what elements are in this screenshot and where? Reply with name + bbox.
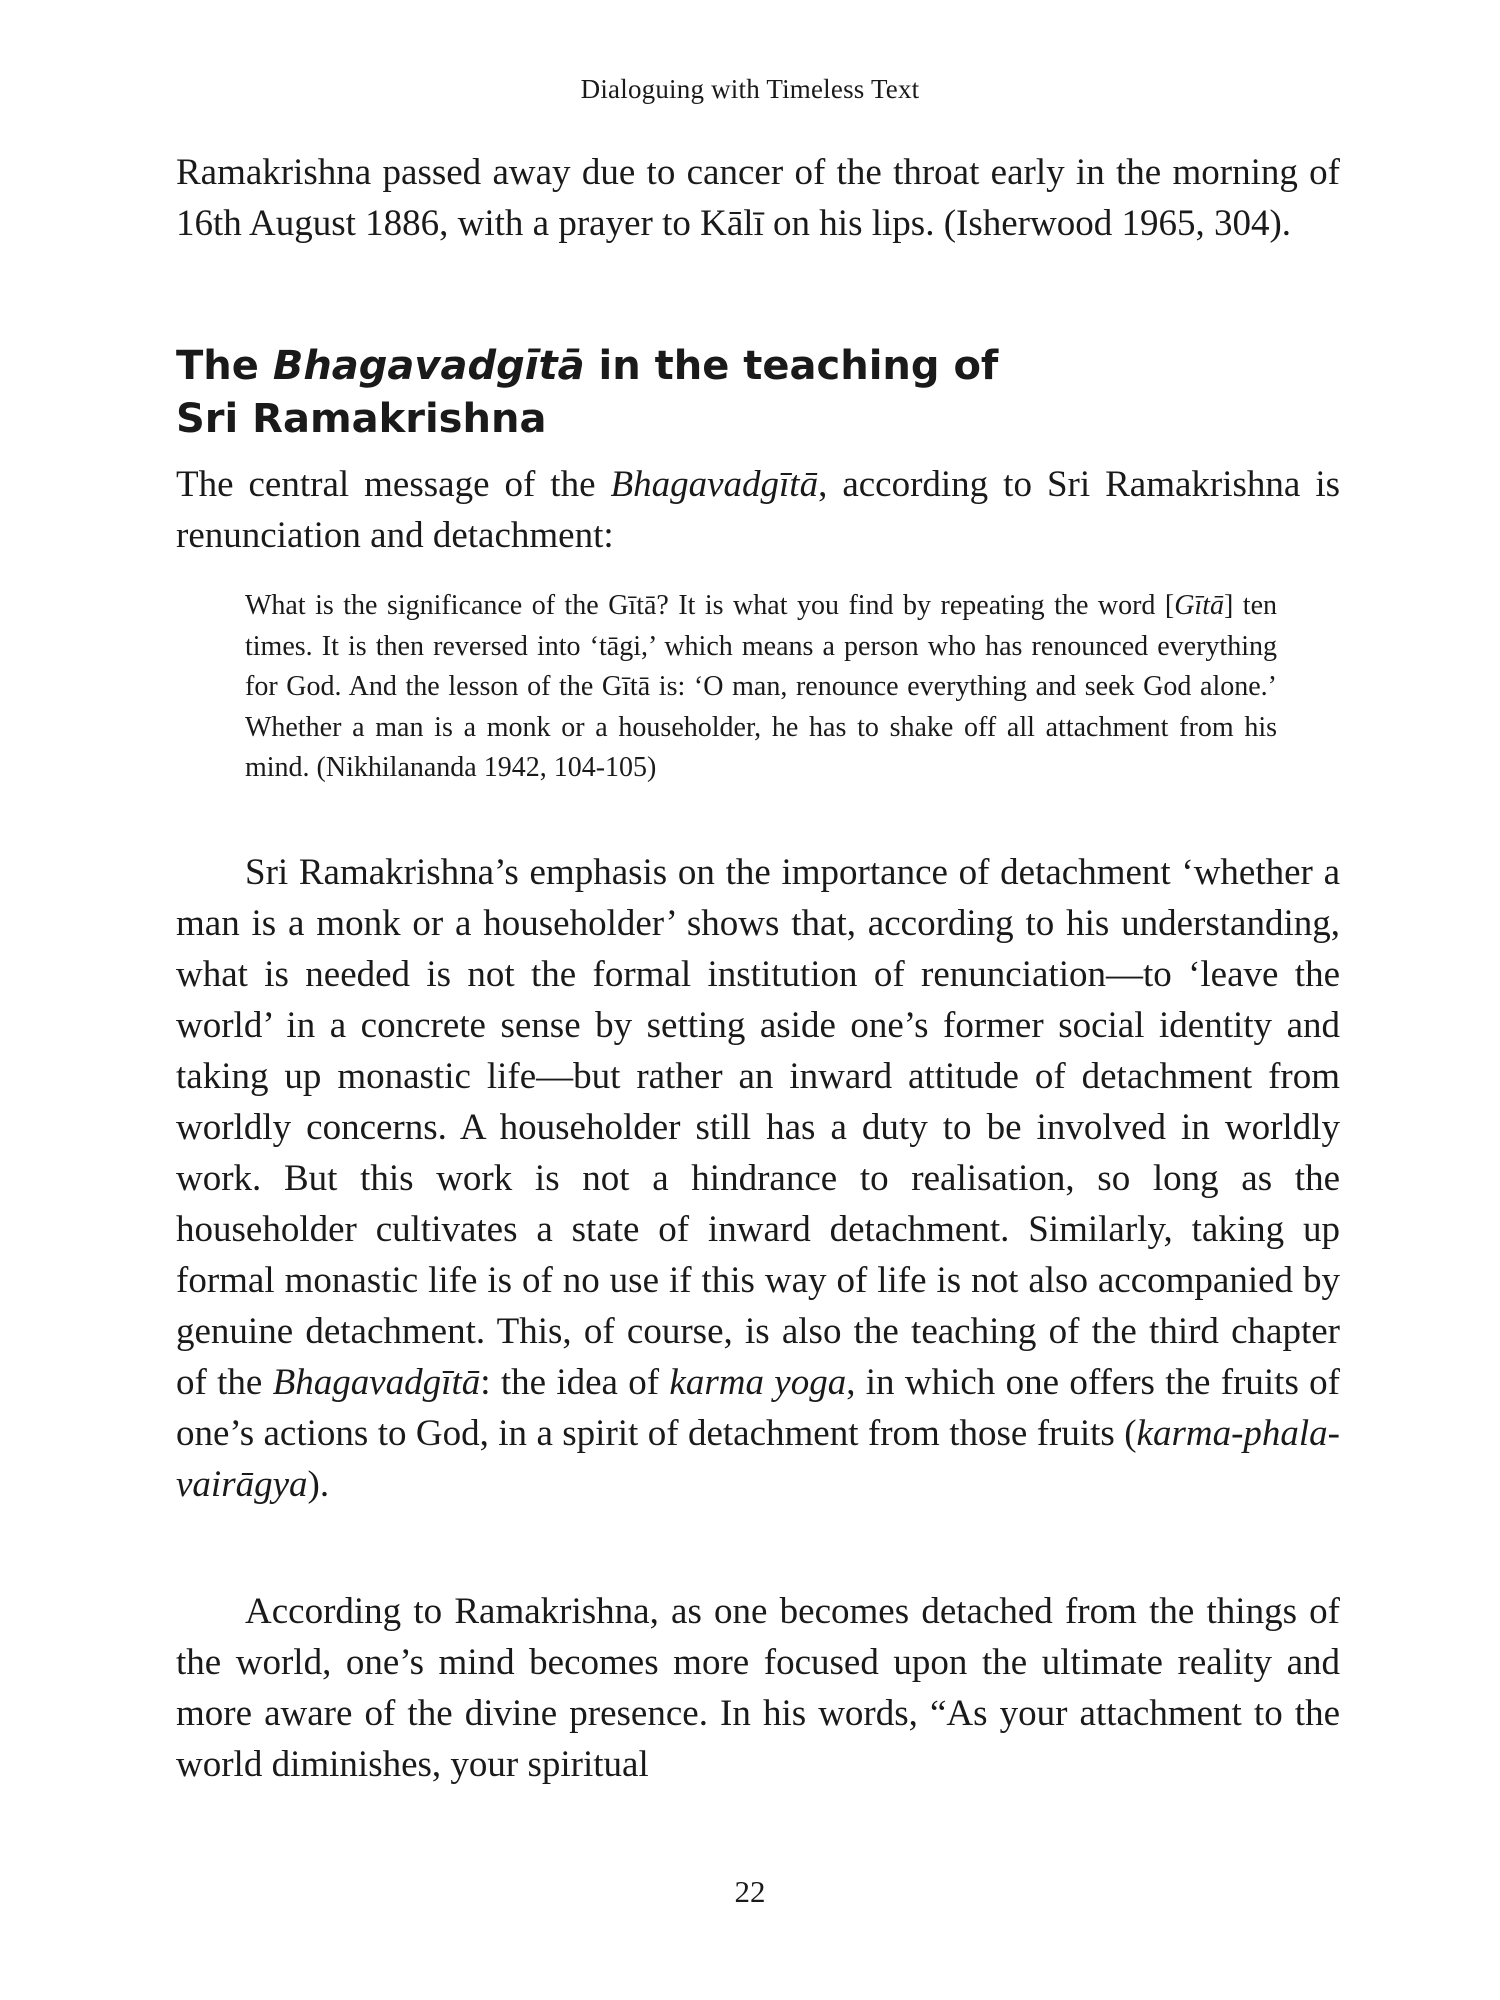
paragraph-2-b: , according to Sri Ramakrishna is renunciation and detachment: xyxy=(176,464,1340,556)
quote-italic: Gītā xyxy=(1174,590,1224,621)
paragraph-2 xyxy=(176,459,1340,561)
heading-part-1: The xyxy=(176,343,273,389)
heading-line-2: Sri Ramakrishna xyxy=(176,396,547,442)
paragraph-3 xyxy=(176,847,1340,1510)
paragraph-2-italic: Bhagavadgītā xyxy=(610,464,819,505)
paragraph-3-italic-2: karma yoga xyxy=(669,1362,847,1403)
section-heading xyxy=(176,340,1340,446)
block-quote xyxy=(245,586,1277,789)
paragraph-1: Ramakrishna passed away due to cancer of the throat early in the morning of 16th August 1886, with a prayer to Kālī on his lips. (Isherwood 1965, 304). xyxy=(176,152,1340,244)
page-number: 22 xyxy=(734,1874,766,1909)
paragraph-3-a: Sri Ramakrishna’s emphasis on the importance of detachment ‘whether a man is a monk or a householder’ shows that, according to his understanding, what is needed is not the formal institution of renunciation—to ‘leave the world’ in a concrete sense by setting aside one’s former social identity and taking up monastic life—but rather an inward attitude of detachment from worldly concerns. A householder still has a duty to be involved in worldly work. But this work is not a hindrance to realisation, so long as the householder cultivates a state of inward detachment. Similarly, taking up formal monastic life is of no use if this way of life is not also accompanied by genuine detachment. This, of course, is also the teaching of the third chapter of the xyxy=(176,852,1340,1403)
paragraph-2-a: The central message of the xyxy=(176,464,611,505)
quote-a: What is the significance of the Gītā? It is what you find by repeating the word [ xyxy=(245,590,1175,621)
heading-part-2: in the teaching of xyxy=(584,343,999,389)
paragraph-3-italic-1: Bhagavadgītā xyxy=(272,1362,481,1403)
quote-b: ] ten times. It is then reversed into ‘tāgi,’ which means a person who has renounced everything for God. And the lesson of the Gītā is: ‘O man, renounce everything and seek God alone.’ Whether a man is a monk or a householder, he has to shake off all attachment from his mind. (Nikhilananda 1942, 104-105) xyxy=(245,590,1277,783)
paragraph-4: According to Ramakrishna, as one becomes detached from the things of the world, one’s mind becomes more focused upon the ultimate reality and more aware of the divine presence. In his words, “As your attachment to the world diminishes, your spiritual xyxy=(176,1591,1340,1785)
heading-italic-title: Bhagavadgītā xyxy=(272,343,585,389)
paragraph-3-c: , in which one offers the fruits of one’s actions to God, in a spirit of detachment from those fruits ( xyxy=(176,1362,1340,1454)
paragraph-3-italic-3: karma-phala-vairāgya xyxy=(176,1413,1340,1505)
running-head: Dialoguing with Timeless Text xyxy=(580,74,920,104)
paragraph-3-d: ). xyxy=(307,1464,330,1505)
paragraph-3-b: : the idea of xyxy=(480,1362,670,1403)
